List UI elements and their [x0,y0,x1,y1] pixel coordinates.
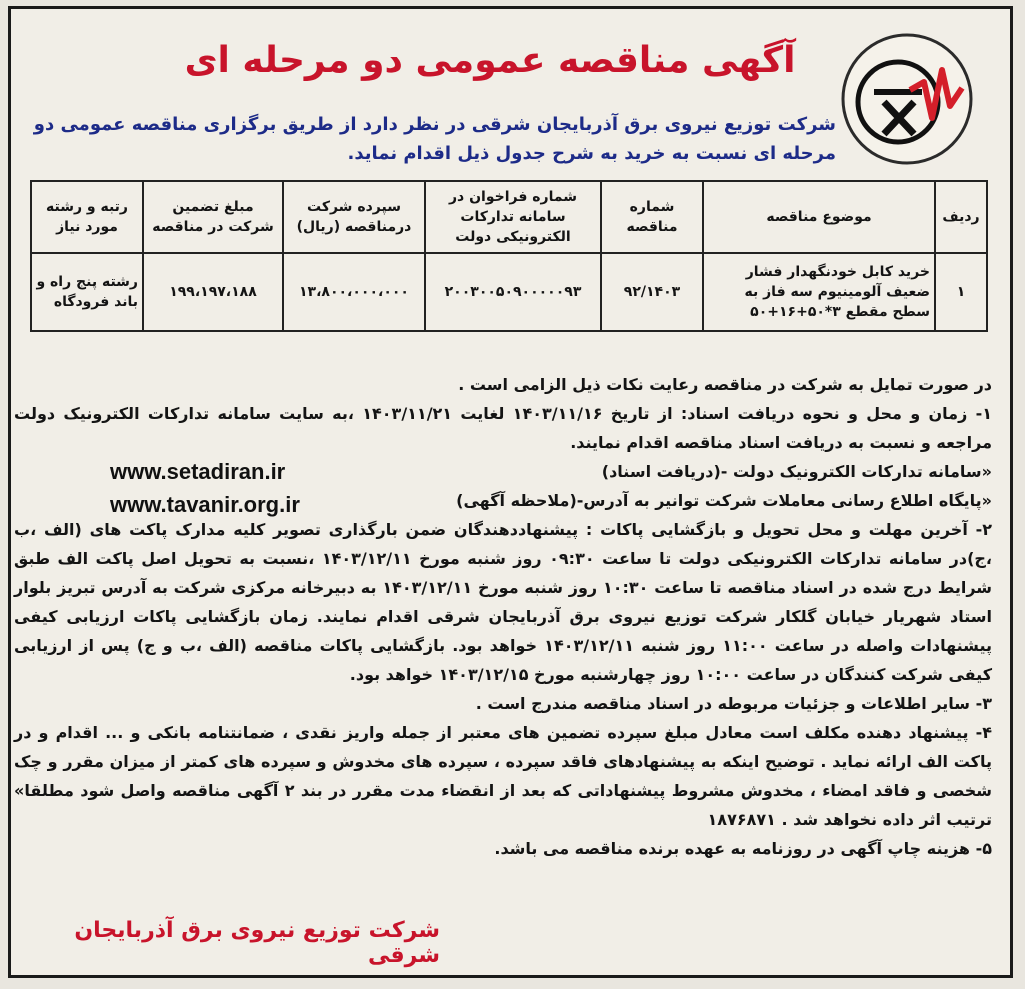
cell-subject: خرید کابل خودنگهدار فشار ضعیف آلومینیوم سه فاز به سطح مقطع ۳*۵۰+۱۶+۵۰ [703,253,935,331]
header-grade: رتبه و رشته مورد نیاز [31,181,143,253]
table-header-row [31,181,987,253]
terms-intro: در صورت تمایل به شرکت در مناقصه رعایت نکات ذیل الزامی است . [458,375,992,394]
cell-tender-number: ۹۲/۱۴۰۳ [601,253,703,331]
header-deposit: سپرده شرکت درمناقصه (ریال) [283,181,425,253]
tender-table [30,180,988,332]
cell-guarantee: ۱۹۹،۱۹۷،۱۸۸ [143,253,283,331]
cell-call-number: ۲۰۰۳۰۰۵۰۹۰۰۰۰۰۹۳ [425,253,601,331]
terms-text [14,370,992,863]
term-3: ۳- سایر اطلاعات و جزئیات مربوطه در اسناد مناقصه مندرج است . [475,694,992,713]
cell-deposit: ۱۳،۸۰۰،۰۰۰،۰۰۰ [283,253,425,331]
cell-grade: رشته پنج راه و باند فرودگاه [31,253,143,331]
header-tender-number: شماره مناقصه [601,181,703,253]
link-setadiran[interactable]: www.setadiran.ir [110,459,286,484]
portal-tavanir: «پایگاه اطلاع رسانی معاملات شرکت توانیر به آدرس-(ملاحظه آگهی) [456,491,992,510]
company-logo [838,30,976,168]
header-row-number: ردیف [935,181,987,253]
portal-setad: «سامانه تدارکات الکترونیک دولت -(دریافت اسناد) [601,462,992,481]
table-row [31,253,987,331]
header-guarantee: مبلغ تضمین شرکت در مناقصه [143,181,283,253]
page-title: آگهی مناقصه عمومی دو مرحله ای [184,40,796,81]
term-4: ۴- پیشنهاد دهنده مکلف است معادل مبلغ سپرده تضمین های معتبر از جمله واریز نقدی ، ضمانتنامه بانکی و ... اقدام و در پاکت الف ارائه نماید . توضیح اینکه به پیشنهادهای فاقد سپرده ، سپرده های مخدوش و سپرده های کمتر از میزان مقرر و چک شخصی و فاقد امضاء ، مخدوش مشروط پیشنهاداتی که بعد از انقضاء مدت مقرر در بند ۲ آگهی مناقصه واصل شود مطلقا» ترتیب اثر داده نخواهد شد . ۱۸۷۶۸۷۱ [14,723,993,829]
header-subject: موضوع مناقصه [703,181,935,253]
intro-text: شرکت توزیع نیروی برق آذربایجان شرقی در نظر دارد از طریق برگزاری مناقصه عمومی دو مرحله ای نسبت به خرید به شرح جدول ذیل اقدام نماید. [33,114,836,164]
cell-row-number: ۱ [935,253,987,331]
link-tavanir[interactable]: www.tavanir.org.ir [110,492,300,517]
website-links [110,455,300,521]
term-2: ۲- آخرین مهلت و محل تحویل و بازگشایی پاکات : پیشنهاددهندگان ضمن بارگذاری تصویر کلیه مدارک پاکت های (الف ،ب ،ج)در سامانه تدارکات الکترونیکی دولت تا ساعت ۰۹:۳۰ روز شنبه مورخ ۱۴۰۳/۱۲/۱۱ ،نسبت به تحویل اصل پاکت الف طبق شرایط درج شده در اسناد مناقصه تا ساعت ۱۰:۳۰ روز شنبه مورخ ۱۴۰۳/۱۲/۱۱ به دبیرخانه مرکزی شرکت به آدرس تبریز بلوار استاد شهریار خیابان گلکار شرکت توزیع نیروی برق آذربایجان شرقی اقدام نمایند. زمان بازگشایی پاکات ارزیابی کیفی پیشنهادات واصله در ساعت ۱۱:۰۰ روز شنبه ۱۴۰۳/۱۲/۱۱ خواهد بود. بازگشایی پاکات مناقصه (الف ،ب و ج) پس از ارزیابی کیفی شرکت کنندگان در ساعت ۱۰:۰۰ روز چهارشنبه مورخ ۱۴۰۳/۱۲/۱۵ خواهد بود. [14,520,993,684]
footer-company-name: شرکت توزیع نیروی برق آذربایجان شرقی [74,918,440,968]
term-1: ۱- زمان و محل و نحوه دریافت اسناد: از تاریخ ۱۴۰۳/۱۱/۱۶ لغایت ۱۴۰۳/۱۱/۲۱ ،به سایت سامانه تدارکات الکترونیک دولت مراجعه و نسبت به دریافت اسناد مناقصه اقدام نمایند. [14,404,992,452]
term-5: ۵- هزینه چاپ آگهی در روزنامه به عهده برنده مناقصه می باشد. [494,839,992,858]
header-call-number: شماره فراخوان در سامانه تدارکات الکترونیکی دولت [425,181,601,253]
